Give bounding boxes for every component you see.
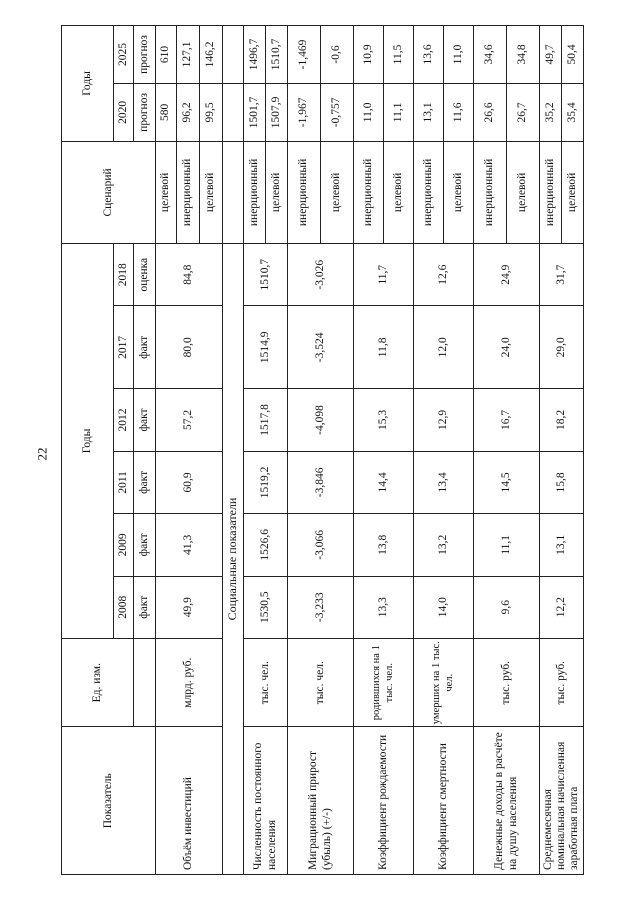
forecast-cell: 610	[156, 26, 177, 84]
scenario-name: целевой	[507, 141, 540, 243]
value-cell: 1517,8	[244, 389, 288, 451]
value-cell: 60,9	[156, 451, 223, 513]
value-cell: 14,5	[474, 451, 540, 513]
scenario-name: инерционный	[288, 141, 321, 243]
value-cell: -3,846	[288, 451, 354, 513]
value-cell: 24,0	[474, 306, 540, 389]
value-cell: 11,1	[474, 514, 540, 576]
value-cell: 84,8	[156, 243, 223, 305]
value-cell: 13,1	[540, 514, 584, 576]
forecast-cell: 580	[156, 83, 177, 141]
indicator-name: Денежные доходы в расчёте на душу населения	[474, 727, 540, 875]
value-cell: 1530,5	[244, 576, 288, 638]
value-cell: 24,9	[474, 243, 540, 305]
value-cell: 31,7	[540, 243, 584, 305]
forecast-cell: 13,1	[414, 83, 444, 141]
header-type: факт	[134, 576, 156, 638]
forecast-cell: 26,7	[507, 83, 540, 141]
value-cell: 15,3	[354, 389, 414, 451]
header-indicator: Показатель	[62, 727, 156, 875]
scenario-name: целевой	[444, 141, 474, 243]
header-forecast-type: прогноз	[134, 26, 156, 84]
forecast-cell: 99,5	[200, 83, 223, 141]
value-cell: 16,7	[474, 389, 540, 451]
header-year: 2012	[114, 389, 134, 451]
header-years: Годы	[62, 243, 114, 638]
section-empty	[223, 83, 244, 141]
table-row	[414, 26, 444, 875]
scenario-name: инерционный	[540, 141, 562, 243]
section-empty	[223, 26, 244, 84]
table-row	[540, 26, 562, 875]
forecast-cell: 10,9	[354, 26, 384, 84]
scenario-name: инерционный	[177, 141, 200, 243]
forecast-cell: 1496,7	[244, 26, 266, 84]
value-cell: 11,8	[354, 306, 414, 389]
value-cell: 14,0	[414, 576, 474, 638]
value-cell: -3,026	[288, 243, 354, 305]
value-cell: 29,0	[540, 306, 584, 389]
value-cell: -3,524	[288, 306, 354, 389]
value-cell: -3,066	[288, 514, 354, 576]
forecast-cell: 11,0	[444, 26, 474, 84]
forecast-cell: 11,0	[354, 83, 384, 141]
forecast-cell: 35,2	[540, 83, 562, 141]
value-cell: -4,098	[288, 389, 354, 451]
indicator-name: Миграционный прирост (убыль) (+/-)	[288, 727, 354, 875]
forecast-cell: 26,6	[474, 83, 507, 141]
header-type: оценка	[134, 243, 156, 305]
forecast-cell: 13,6	[414, 26, 444, 84]
scenario-name: инерционный	[414, 141, 444, 243]
header-year: 2018	[114, 243, 134, 305]
value-cell: 12,6	[414, 243, 474, 305]
forecast-cell: 49,7	[540, 26, 562, 84]
value-cell: 14,4	[354, 451, 414, 513]
scenario-name: инерционный	[354, 141, 384, 243]
indicator-unit: млрд. руб.	[156, 638, 223, 727]
scenario-name: целевой	[562, 141, 584, 243]
indicator-unit: умерших на 1 тыс. чел.	[414, 638, 474, 727]
scenario-name: целевой	[321, 141, 354, 243]
indicator-name: Численность постоянного населения	[244, 727, 288, 875]
value-cell: 1519,2	[244, 451, 288, 513]
forecast-cell: 96,2	[177, 83, 200, 141]
header-year: 2017	[114, 306, 134, 389]
indicator-name: Коэффициент рождаемости	[354, 727, 414, 875]
forecast-cell: 127,1	[177, 26, 200, 84]
value-cell: 1526,6	[244, 514, 288, 576]
value-cell: 18,2	[540, 389, 584, 451]
value-cell: 1514,9	[244, 306, 288, 389]
table-row	[354, 26, 384, 875]
value-cell: 12,2	[540, 576, 584, 638]
header-year: 2011	[114, 451, 134, 513]
forecast-cell: -1,967	[288, 83, 321, 141]
header-forecast-year: 2020	[114, 83, 134, 141]
value-cell: 13,2	[414, 514, 474, 576]
header-forecast-year: 2025	[114, 26, 134, 84]
value-cell: 1510,7	[244, 243, 288, 305]
value-cell: 12,0	[414, 306, 474, 389]
header-unit-empty	[134, 638, 156, 727]
scenario-name: целевой	[384, 141, 414, 243]
table-row	[244, 26, 266, 875]
forecast-cell: 35,4	[562, 83, 584, 141]
value-cell: 9,6	[474, 576, 540, 638]
indicator-unit: тыс. чел.	[244, 638, 288, 727]
indicator-unit: тыс. руб.	[474, 638, 540, 727]
header-forecast-type: прогноз	[134, 83, 156, 141]
forecast-cell: 11,6	[444, 83, 474, 141]
header-year: 2008	[114, 576, 134, 638]
value-cell: 57,2	[156, 389, 223, 451]
header-type: факт	[134, 389, 156, 451]
header-scenario: Сценарий	[62, 141, 156, 243]
table-row	[288, 26, 321, 875]
header-type: факт	[134, 306, 156, 389]
header-type: факт	[134, 514, 156, 576]
value-cell: 41,3	[156, 514, 223, 576]
indicator-unit: тыс. чел.	[288, 638, 354, 727]
scenario-name: целевой	[156, 141, 177, 243]
forecast-cell: 50,4	[562, 26, 584, 84]
value-cell: 12,9	[414, 389, 474, 451]
value-cell: 11,7	[354, 243, 414, 305]
indicator-name: Среднемесячная номинальная начисленная заработная плата	[540, 727, 584, 875]
section-empty	[223, 141, 244, 243]
value-cell: 80,0	[156, 306, 223, 389]
header-years-forecast: Годы	[62, 26, 114, 142]
value-cell: 15,8	[540, 451, 584, 513]
forecast-cell: 11,5	[384, 26, 414, 84]
header-type: факт	[134, 451, 156, 513]
value-cell: 13,3	[354, 576, 414, 638]
header-unit: Ед. изм.	[62, 638, 134, 727]
forecast-cell: 11,1	[384, 83, 414, 141]
section-row	[223, 26, 244, 875]
table-row	[474, 26, 507, 875]
forecast-cell: 34,8	[507, 26, 540, 84]
section-title: Социальные показатели	[223, 243, 244, 874]
indicator-name: Объём инвестиций	[156, 727, 223, 875]
scenario-name: инерционный	[244, 141, 266, 243]
value-cell: 49,9	[156, 576, 223, 638]
scenario-name: целевой	[266, 141, 288, 243]
forecast-cell: 1507,9	[266, 83, 288, 141]
indicators-table	[61, 25, 584, 875]
forecast-cell: -0,757	[321, 83, 354, 141]
indicator-unit: родившихся на 1 тыс. чел.	[354, 638, 414, 727]
rotated-table-container	[61, 25, 621, 875]
scenario-name: целевой	[200, 141, 223, 243]
forecast-cell: -1,469	[288, 26, 321, 84]
scenario-name: инерционный	[474, 141, 507, 243]
value-cell: 13,8	[354, 514, 414, 576]
value-cell: -3,233	[288, 576, 354, 638]
value-cell: 13,4	[414, 451, 474, 513]
indicator-unit: тыс. руб.	[540, 638, 584, 727]
forecast-cell: 1510,7	[266, 26, 288, 84]
forecast-cell: 34,6	[474, 26, 507, 84]
forecast-cell: 146,2	[200, 26, 223, 84]
table-row	[156, 26, 177, 875]
forecast-cell: 1501,7	[244, 83, 266, 141]
header-year: 2009	[114, 514, 134, 576]
page-number: 22	[34, 447, 50, 461]
forecast-cell: -0,6	[321, 26, 354, 84]
indicator-name: Коэффициент смертности	[414, 727, 474, 875]
